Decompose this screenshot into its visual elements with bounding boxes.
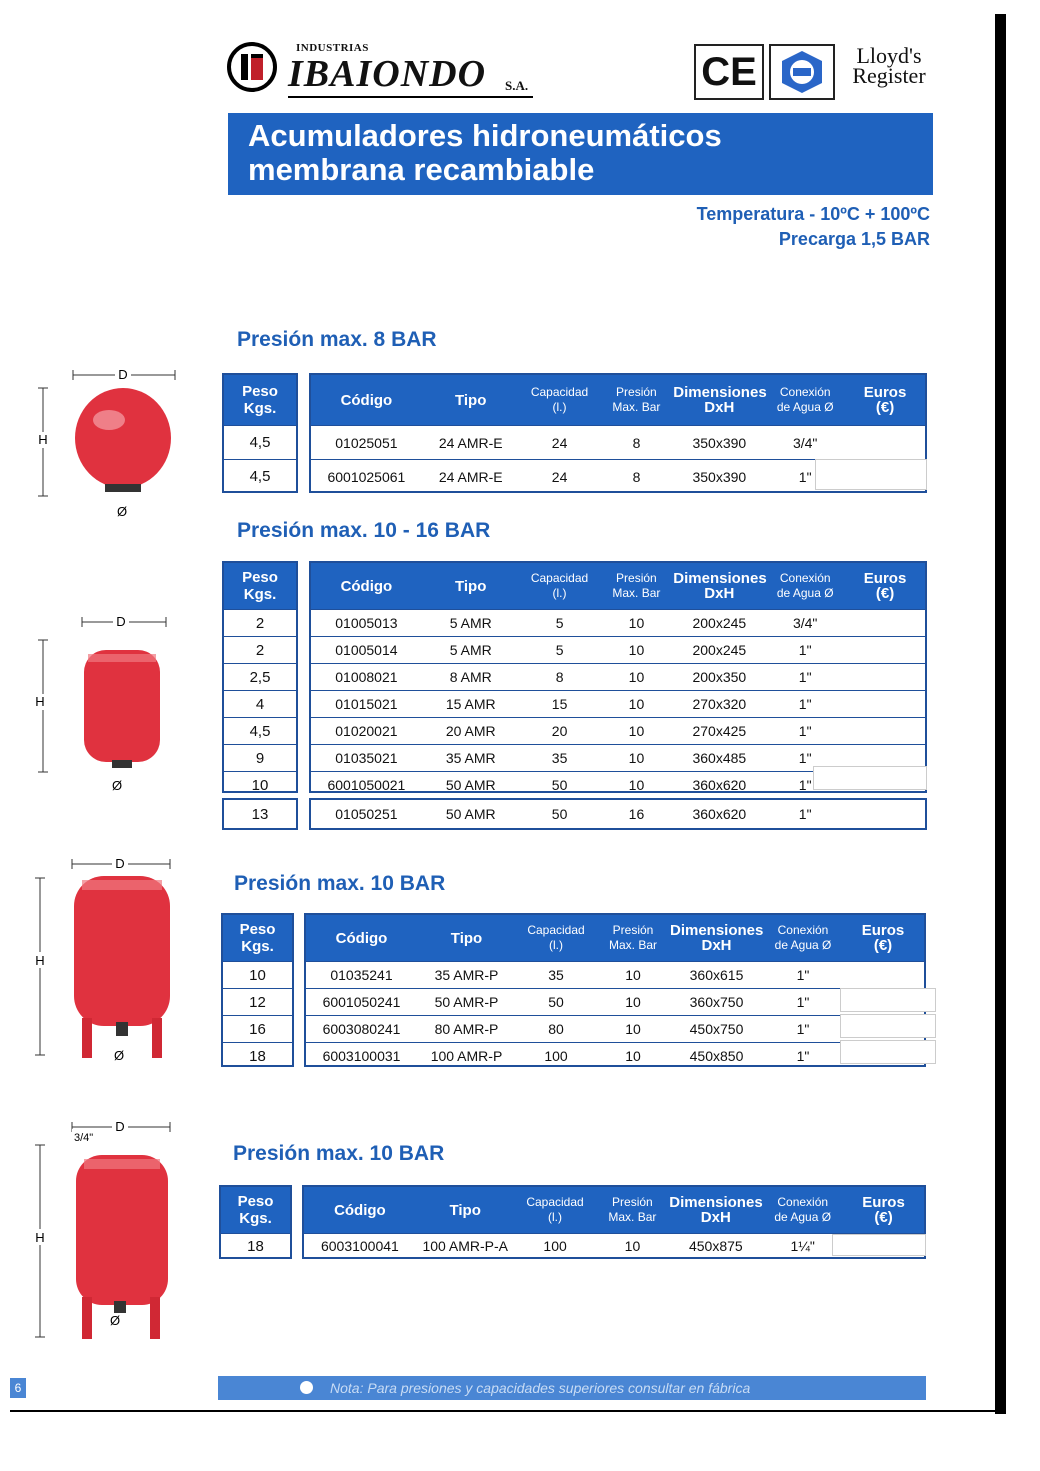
- lloyds-line1: Lloyd's: [856, 43, 922, 68]
- cell-codigo: 01050251: [335, 806, 398, 822]
- cell-capacidad: 35: [551, 750, 568, 766]
- spec-temperatura: Temperatura - 10ºC + 100ºC: [696, 204, 930, 224]
- col-tipo: [422, 393, 520, 408]
- col-codigo-line1: Código: [340, 577, 393, 595]
- col-dimensiones: [669, 1195, 762, 1225]
- page-number: 6: [10, 1378, 26, 1398]
- col-codigo-line1: Código: [334, 1201, 386, 1219]
- bullet-icon: [300, 1381, 313, 1394]
- dim-d-label-3: D: [115, 856, 125, 871]
- price-field: [832, 1234, 926, 1256]
- price-field: [815, 459, 927, 490]
- table-row: [311, 636, 925, 663]
- peso-cell: 2: [224, 636, 296, 663]
- cell-codigo: 6001050241: [322, 994, 401, 1010]
- conn-label-4: 3/4": [74, 1132, 94, 1144]
- table-header: [311, 375, 925, 425]
- cell-codigo: 01035241: [330, 967, 393, 983]
- footer-note: Nota: Para presiones y capacidades superiores consultar en fábrica: [330, 1380, 751, 1396]
- cell-capacidad: 5: [555, 642, 564, 658]
- cell-tipo: 80 AMR-P: [434, 1021, 499, 1037]
- dim-d-label-4: D: [115, 1119, 125, 1134]
- table-row: [306, 1042, 924, 1069]
- cell-capacidad: 80: [548, 1021, 564, 1037]
- price-field: [840, 1014, 936, 1038]
- col-codigo: [306, 931, 417, 946]
- col-capacidad-line1: Capacidad: [530, 385, 589, 399]
- cell-tipo: 35 AMR: [445, 750, 496, 766]
- table-row: [306, 961, 924, 988]
- col-presion-line2: Max. Bar: [612, 400, 661, 414]
- tuv-cert-icon: [769, 44, 835, 100]
- peso-header-line2: Kgs.: [239, 1210, 272, 1227]
- col-euros-line1: Euros: [863, 570, 907, 587]
- product-table-3: [304, 913, 926, 1067]
- col-dimensiones-line1: Dimensiones: [670, 922, 764, 939]
- cell-tipo: 20 AMR: [445, 723, 496, 739]
- table-row: [311, 663, 925, 690]
- cell-dimensiones: 450x850: [689, 1048, 744, 1064]
- dim-h-label-4: H: [35, 1230, 45, 1245]
- col-presion: [599, 571, 673, 601]
- cell-dimensiones: 200x350: [692, 669, 747, 685]
- cell-presion: 10: [624, 1238, 641, 1254]
- cell-conexion: 3/4": [792, 434, 818, 451]
- cell-dimensiones: 360x620: [692, 806, 747, 822]
- cell-codigo: 01035021: [335, 750, 398, 766]
- col-codigo: [304, 1203, 416, 1218]
- cell-dimensiones: 360x620: [692, 777, 747, 793]
- col-conexion: [765, 385, 845, 415]
- cell-tipo: 50 AMR-P: [434, 994, 499, 1010]
- cell-presion: 10: [628, 777, 645, 793]
- cell-tipo: 50 AMR: [445, 806, 496, 822]
- peso-cell: 10: [224, 771, 296, 798]
- cell-conexion: 1": [796, 1048, 810, 1064]
- price-field: [840, 1040, 936, 1064]
- col-euros-line1: Euros: [861, 922, 905, 939]
- tall-legged-tank-diagram: [30, 1115, 180, 1345]
- cell-codigo: 6003100031: [322, 1048, 401, 1064]
- col-presion-line1: Presión: [616, 571, 657, 585]
- col-conexion-line2: de Agua Ø: [774, 938, 832, 952]
- brand-name: IBAIONDO: [288, 53, 487, 95]
- col-dimensiones-line2: DxH: [704, 399, 735, 416]
- col-presion-line2: Max. Bar: [608, 1210, 657, 1224]
- cell-capacidad: 20: [551, 723, 568, 739]
- col-euros-line2: (€): [875, 399, 895, 416]
- page-title-line1: Acumuladores hidroneumáticos: [248, 118, 722, 153]
- table-row: [306, 988, 924, 1015]
- phi-label-2: Ø: [112, 778, 123, 793]
- col-conexion-line2: de Agua Ø: [776, 400, 834, 414]
- table-row: [304, 1233, 924, 1258]
- cell-capacidad: 15: [551, 696, 568, 712]
- col-capacidad-line1: Capacidad: [527, 923, 585, 937]
- cell-tipo: 24 AMR-E: [438, 434, 503, 451]
- cell-tipo: 100 AMR-P-A: [422, 1238, 509, 1254]
- cell-tipo: 5 AMR: [449, 615, 492, 631]
- col-capacidad: [520, 571, 600, 601]
- cell-tipo: 35 AMR-P: [434, 967, 499, 983]
- cell-conexion: 1": [796, 967, 810, 983]
- peso-header-line2: Kgs.: [241, 938, 274, 955]
- peso-header: [224, 375, 296, 425]
- col-presion-line1: Presión: [616, 385, 657, 399]
- cell-capacidad: 5: [555, 615, 564, 631]
- brand-small-text: INDUSTRIAS: [296, 42, 369, 54]
- col-dimensiones-line1: Dimensiones: [673, 384, 767, 401]
- cell-capacidad: 24: [551, 434, 568, 451]
- product-table-2: [309, 561, 927, 793]
- cell-capacidad: 50: [551, 777, 568, 793]
- cell-dimensiones: 350x390: [692, 434, 747, 451]
- dim-d-label-2: D: [116, 614, 126, 629]
- table-row: [311, 800, 925, 828]
- cell-dimensiones: 450x750: [689, 1021, 744, 1037]
- cell-dimensiones: 360x485: [692, 750, 747, 766]
- peso-column-3: [221, 913, 294, 1067]
- col-presion: [596, 923, 670, 953]
- product-table-extra: [309, 798, 927, 830]
- peso-cell: 4: [224, 690, 296, 717]
- footer-note-band: [218, 1376, 926, 1400]
- cell-presion: 8: [632, 468, 641, 485]
- cell-conexion: 1": [798, 669, 812, 685]
- col-dimensiones-line2: DxH: [701, 937, 732, 954]
- peso-cell: 4,5: [224, 459, 296, 493]
- col-euros-line1: Euros: [862, 1194, 905, 1211]
- brand-suffix: S.A.: [505, 78, 529, 93]
- cell-tipo: 5 AMR: [449, 642, 492, 658]
- page-title-band: [228, 113, 933, 195]
- cell-capacidad: 50: [548, 994, 564, 1010]
- peso-cell: 16: [223, 1015, 292, 1042]
- price-field: [813, 766, 927, 790]
- col-codigo-line1: Código: [340, 391, 393, 409]
- cell-presion: 10: [628, 750, 645, 766]
- cell-codigo: 6003080241: [322, 1021, 401, 1037]
- cell-conexion: 1": [796, 1021, 810, 1037]
- cell-presion: 10: [625, 967, 641, 983]
- cell-capacidad: 50: [551, 806, 568, 822]
- col-presion-line2: Max. Bar: [608, 938, 657, 952]
- dim-h-label-2: H: [35, 694, 45, 709]
- cell-codigo: 6001025061: [327, 468, 406, 485]
- cell-codigo: 01008021: [335, 669, 398, 685]
- spherical-tank-diagram: [35, 360, 185, 520]
- peso-header-line1: Peso: [237, 1193, 274, 1210]
- peso-cell: 18: [221, 1233, 290, 1258]
- col-codigo: [311, 393, 422, 408]
- peso-header-line1: Peso: [242, 569, 278, 586]
- cell-dimensiones: 200x245: [692, 642, 747, 658]
- cell-presion: 8: [632, 434, 641, 451]
- peso-column-2: [222, 561, 298, 793]
- page-bottom-rule: [10, 1410, 996, 1412]
- peso-header: [224, 563, 296, 609]
- cell-presion: 10: [625, 1021, 641, 1037]
- col-euros: [845, 571, 925, 601]
- cell-presion: 10: [628, 642, 645, 658]
- cell-codigo: 01015021: [335, 696, 398, 712]
- col-euros-line2: (€): [875, 585, 895, 602]
- cell-codigo: 6003100041: [320, 1238, 399, 1254]
- cell-conexion: 1": [798, 468, 812, 485]
- col-dimensiones-line2: DxH: [700, 1209, 731, 1226]
- cell-dimensiones: 350x390: [692, 468, 747, 485]
- col-capacidad-line1: Capacidad: [526, 1195, 584, 1209]
- peso-header: [223, 915, 292, 961]
- section-title-2: Presión max. 10 - 16 BAR: [237, 519, 491, 542]
- price-field: [840, 988, 936, 1012]
- col-euros-line2: (€): [873, 937, 893, 954]
- cell-dimensiones: 360x615: [689, 967, 744, 983]
- col-tipo: [417, 931, 516, 946]
- col-presion-line1: Presión: [612, 1195, 653, 1209]
- col-capacidad-line2: (l.): [548, 1210, 563, 1224]
- peso-cell: 4,5: [224, 717, 296, 744]
- cell-dimensiones: 450x875: [688, 1238, 743, 1254]
- col-capacidad-line2: (l.): [552, 586, 567, 600]
- table-header: [311, 563, 925, 609]
- col-conexion-line2: de Agua Ø: [776, 586, 834, 600]
- col-codigo: [311, 579, 422, 594]
- cell-capacidad: 100: [544, 1048, 568, 1064]
- cell-dimensiones: 200x245: [692, 615, 747, 631]
- col-conexion: [763, 923, 843, 953]
- col-conexion-line2: de Agua Ø: [774, 1210, 832, 1224]
- phi-label-3: Ø: [114, 1048, 125, 1063]
- peso-cell: 4,5: [224, 425, 296, 459]
- cell-tipo: 100 AMR-P: [430, 1048, 503, 1064]
- cell-codigo: 6001050021: [327, 777, 406, 793]
- peso-header-line1: Peso: [239, 921, 276, 938]
- cell-dimensiones: 270x320: [692, 696, 747, 712]
- dim-h-label-1: H: [38, 432, 48, 447]
- cell-tipo: 15 AMR: [445, 696, 496, 712]
- cell-presion: 10: [628, 696, 645, 712]
- col-euros: [843, 923, 923, 953]
- col-presion: [599, 385, 673, 415]
- cell-codigo: 01005014: [335, 642, 398, 658]
- cell-conexion: 1": [798, 696, 812, 712]
- dim-d-label-1: D: [118, 367, 128, 382]
- table-row: [311, 425, 925, 459]
- cell-conexion: 1": [798, 806, 812, 822]
- cell-dimensiones: 360x750: [689, 994, 744, 1010]
- peso-header: [221, 1187, 290, 1233]
- cell-presion: 16: [628, 806, 645, 822]
- ibaiondo-logo-icon: [226, 41, 278, 93]
- col-tipo-line1: Tipo: [454, 391, 487, 409]
- cell-dimensiones: 270x425: [692, 723, 747, 739]
- cell-codigo: 01025051: [335, 434, 398, 451]
- cell-conexion: 1": [798, 750, 812, 766]
- col-conexion-line1: Conexión: [779, 571, 831, 585]
- col-capacidad: [515, 1195, 596, 1225]
- col-dimensiones-line1: Dimensiones: [673, 570, 767, 587]
- table-row: [311, 717, 925, 744]
- col-presion-line1: Presión: [612, 923, 654, 937]
- phi-label-1: Ø: [117, 504, 128, 519]
- col-tipo-line1: Tipo: [454, 577, 487, 595]
- col-euros: [845, 385, 925, 415]
- cell-conexion: 1": [796, 994, 810, 1010]
- ce-mark-logo: CE: [694, 44, 764, 100]
- peso-header-line1: Peso: [242, 383, 278, 400]
- col-euros-line2: (€): [874, 1209, 893, 1226]
- cell-presion: 10: [628, 669, 645, 685]
- cell-tipo: 24 AMR-E: [438, 468, 503, 485]
- col-capacidad-line1: Capacidad: [530, 571, 589, 585]
- table-header: [306, 915, 924, 961]
- table-row: [311, 609, 925, 636]
- peso-column-extra: [222, 798, 298, 830]
- col-tipo-line1: Tipo: [450, 929, 483, 947]
- col-codigo-line1: Código: [335, 929, 388, 947]
- table-header: [304, 1187, 924, 1233]
- section-title-1: Presión max. 8 BAR: [237, 328, 437, 351]
- peso-cell: 13: [251, 805, 269, 823]
- col-euros: [843, 1195, 924, 1225]
- col-capacidad: [516, 923, 596, 953]
- peso-cell: 10: [223, 961, 292, 988]
- lloyds-line2: Register: [852, 63, 926, 88]
- phi-label-4: Ø: [110, 1313, 121, 1328]
- col-presion: [595, 1195, 669, 1225]
- col-dimensiones: [673, 571, 765, 601]
- cell-tipo: 50 AMR: [445, 777, 496, 793]
- col-presion-line2: Max. Bar: [612, 586, 661, 600]
- cell-conexion: 1": [798, 723, 812, 739]
- dim-h-label-3: H: [35, 953, 45, 968]
- cell-presion: 10: [625, 994, 641, 1010]
- cell-codigo: 01020021: [335, 723, 398, 739]
- cell-codigo: 01005013: [335, 615, 398, 631]
- table-row: [306, 1015, 924, 1042]
- col-dimensiones: [670, 923, 763, 953]
- cell-capacidad: 8: [555, 669, 564, 685]
- col-conexion-line1: Conexión: [777, 1195, 829, 1209]
- cell-conexion: 3/4": [792, 615, 818, 631]
- peso-cell: 12: [223, 988, 292, 1015]
- peso-header-line2: Kgs.: [243, 586, 277, 603]
- col-dimensiones-line1: Dimensiones: [669, 1194, 763, 1211]
- cell-capacidad: 35: [548, 967, 564, 983]
- spec-precarga: Precarga 1,5 BAR: [778, 229, 930, 249]
- cell-tipo: 8 AMR: [449, 669, 492, 685]
- cell-presion: 10: [628, 615, 645, 631]
- col-capacidad-line2: (l.): [552, 400, 567, 414]
- peso-cell: 2,5: [224, 663, 296, 690]
- page-title-line2: membrana recambiable: [248, 152, 595, 187]
- col-capacidad-line2: (l.): [549, 938, 563, 952]
- col-euros-line1: Euros: [863, 384, 907, 401]
- cell-capacidad: 24: [551, 468, 568, 485]
- cell-conexion: 1¼": [790, 1238, 815, 1254]
- cell-presion: 10: [628, 723, 645, 739]
- cell-capacidad: 100: [543, 1238, 567, 1254]
- col-tipo-line1: Tipo: [449, 1201, 481, 1219]
- peso-header-line2: Kgs.: [243, 400, 277, 417]
- section-title-3: Presión max. 10 BAR: [234, 872, 446, 895]
- col-dimensiones: [673, 385, 765, 415]
- legged-tank-diagram: [30, 852, 180, 1067]
- lloyds-register-logo: [844, 43, 934, 100]
- col-conexion: [765, 571, 845, 601]
- peso-column-1: [222, 373, 298, 493]
- col-conexion-line1: Conexión: [779, 385, 831, 399]
- col-capacidad: [520, 385, 600, 415]
- small-vertical-tank-diagram: [30, 610, 180, 795]
- peso-cell: 9: [224, 744, 296, 771]
- cell-conexion: 1": [798, 642, 812, 658]
- cell-presion: 10: [625, 1048, 641, 1064]
- col-tipo: [416, 1203, 515, 1218]
- brand-underline: [288, 96, 533, 98]
- peso-cell: 2: [224, 609, 296, 636]
- col-dimensiones-line2: DxH: [704, 585, 735, 602]
- cell-conexion: 1": [798, 777, 812, 793]
- peso-cell: 18: [223, 1042, 292, 1069]
- col-tipo: [422, 579, 520, 594]
- peso-column-4: [219, 1185, 292, 1259]
- table-row: [311, 690, 925, 717]
- col-conexion: [762, 1195, 843, 1225]
- section-title-4: Presión max. 10 BAR: [233, 1142, 445, 1165]
- col-conexion-line1: Conexión: [777, 923, 829, 937]
- page-edge-bar: [995, 14, 1006, 1414]
